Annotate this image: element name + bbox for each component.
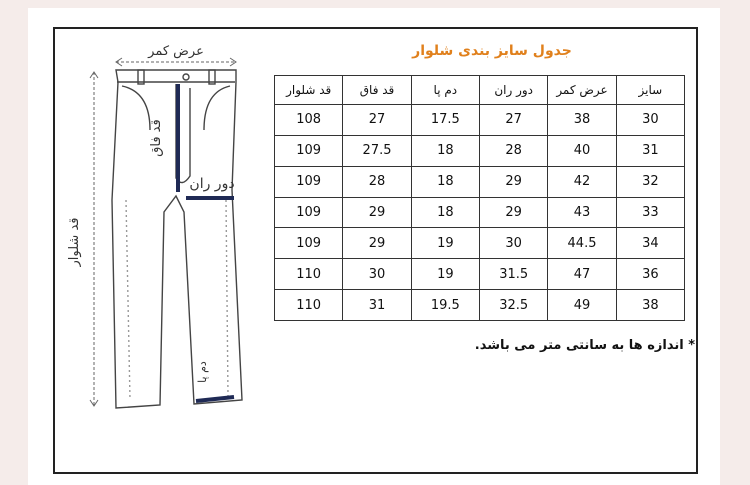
units-note: * اندازه ها به سانتی متر می باشد. <box>474 338 695 353</box>
table-row <box>275 228 685 259</box>
hem-label: دم پا <box>196 361 209 383</box>
table-cell: 31 <box>616 135 684 166</box>
table-cell: 36 <box>616 259 684 290</box>
table-cell: 27 <box>343 104 411 135</box>
header-cell: سایز <box>616 76 684 105</box>
table-cell: 110 <box>275 259 343 290</box>
table-cell: 38 <box>616 290 684 321</box>
table-cell: 19 <box>411 259 479 290</box>
table-cell: 31.5 <box>480 259 548 290</box>
table-cell: 18 <box>411 135 479 166</box>
table-cell: 34 <box>616 228 684 259</box>
table-cell: 30 <box>616 104 684 135</box>
table-cell: 44.5 <box>548 228 616 259</box>
header-cell: قد فاق <box>343 76 411 105</box>
table-cell: 109 <box>275 166 343 197</box>
table-cell: 18 <box>411 197 479 228</box>
table-cell: 42 <box>548 166 616 197</box>
chart-title: جدول سایز بندی شلوار <box>412 43 572 59</box>
table-cell: 38 <box>548 104 616 135</box>
table-cell: 30 <box>343 259 411 290</box>
header-cell: دور ران <box>480 76 548 105</box>
rise-label: قد فاق <box>149 119 164 157</box>
table-cell: 28 <box>343 166 411 197</box>
table-row <box>275 135 685 166</box>
table-cell: 28 <box>480 135 548 166</box>
size-table <box>274 75 685 321</box>
table-cell: 109 <box>275 135 343 166</box>
table-cell: 49 <box>548 290 616 321</box>
table-row <box>275 259 685 290</box>
table-cell: 29 <box>343 197 411 228</box>
table-cell: 43 <box>548 197 616 228</box>
table-cell: 31 <box>343 290 411 321</box>
table-cell: 27.5 <box>343 135 411 166</box>
table-row <box>275 197 685 228</box>
table-cell: 47 <box>548 259 616 290</box>
header-cell: دم پا <box>411 76 479 105</box>
length-measure-arrow <box>90 72 98 406</box>
table-cell: 32 <box>616 166 684 197</box>
table-cell: 40 <box>548 135 616 166</box>
length-label: قد شلوار <box>67 217 82 267</box>
table-cell: 29 <box>480 166 548 197</box>
table-row <box>275 290 685 321</box>
header-cell: عرض کمر <box>548 76 616 105</box>
table-cell: 32.5 <box>480 290 548 321</box>
hem-line <box>196 397 234 401</box>
table-row <box>275 166 685 197</box>
table-row <box>275 104 685 135</box>
header-cell: قد شلوار <box>275 76 343 105</box>
table-cell: 29 <box>343 228 411 259</box>
table-cell: 109 <box>275 228 343 259</box>
waist-measure-arrow <box>116 58 236 66</box>
table-cell: 18 <box>411 166 479 197</box>
table-cell: 17.5 <box>411 104 479 135</box>
table-cell: 29 <box>480 197 548 228</box>
table-cell: 110 <box>275 290 343 321</box>
table-cell: 30 <box>480 228 548 259</box>
table-cell: 109 <box>275 197 343 228</box>
table-cell: 19.5 <box>411 290 479 321</box>
table-cell: 108 <box>275 104 343 135</box>
thigh-label: دور ران <box>189 176 235 192</box>
table-cell: 19 <box>411 228 479 259</box>
table-cell: 33 <box>616 197 684 228</box>
table-cell: 27 <box>480 104 548 135</box>
waist-label: عرض کمر <box>148 44 204 59</box>
table-header-row <box>275 76 685 105</box>
